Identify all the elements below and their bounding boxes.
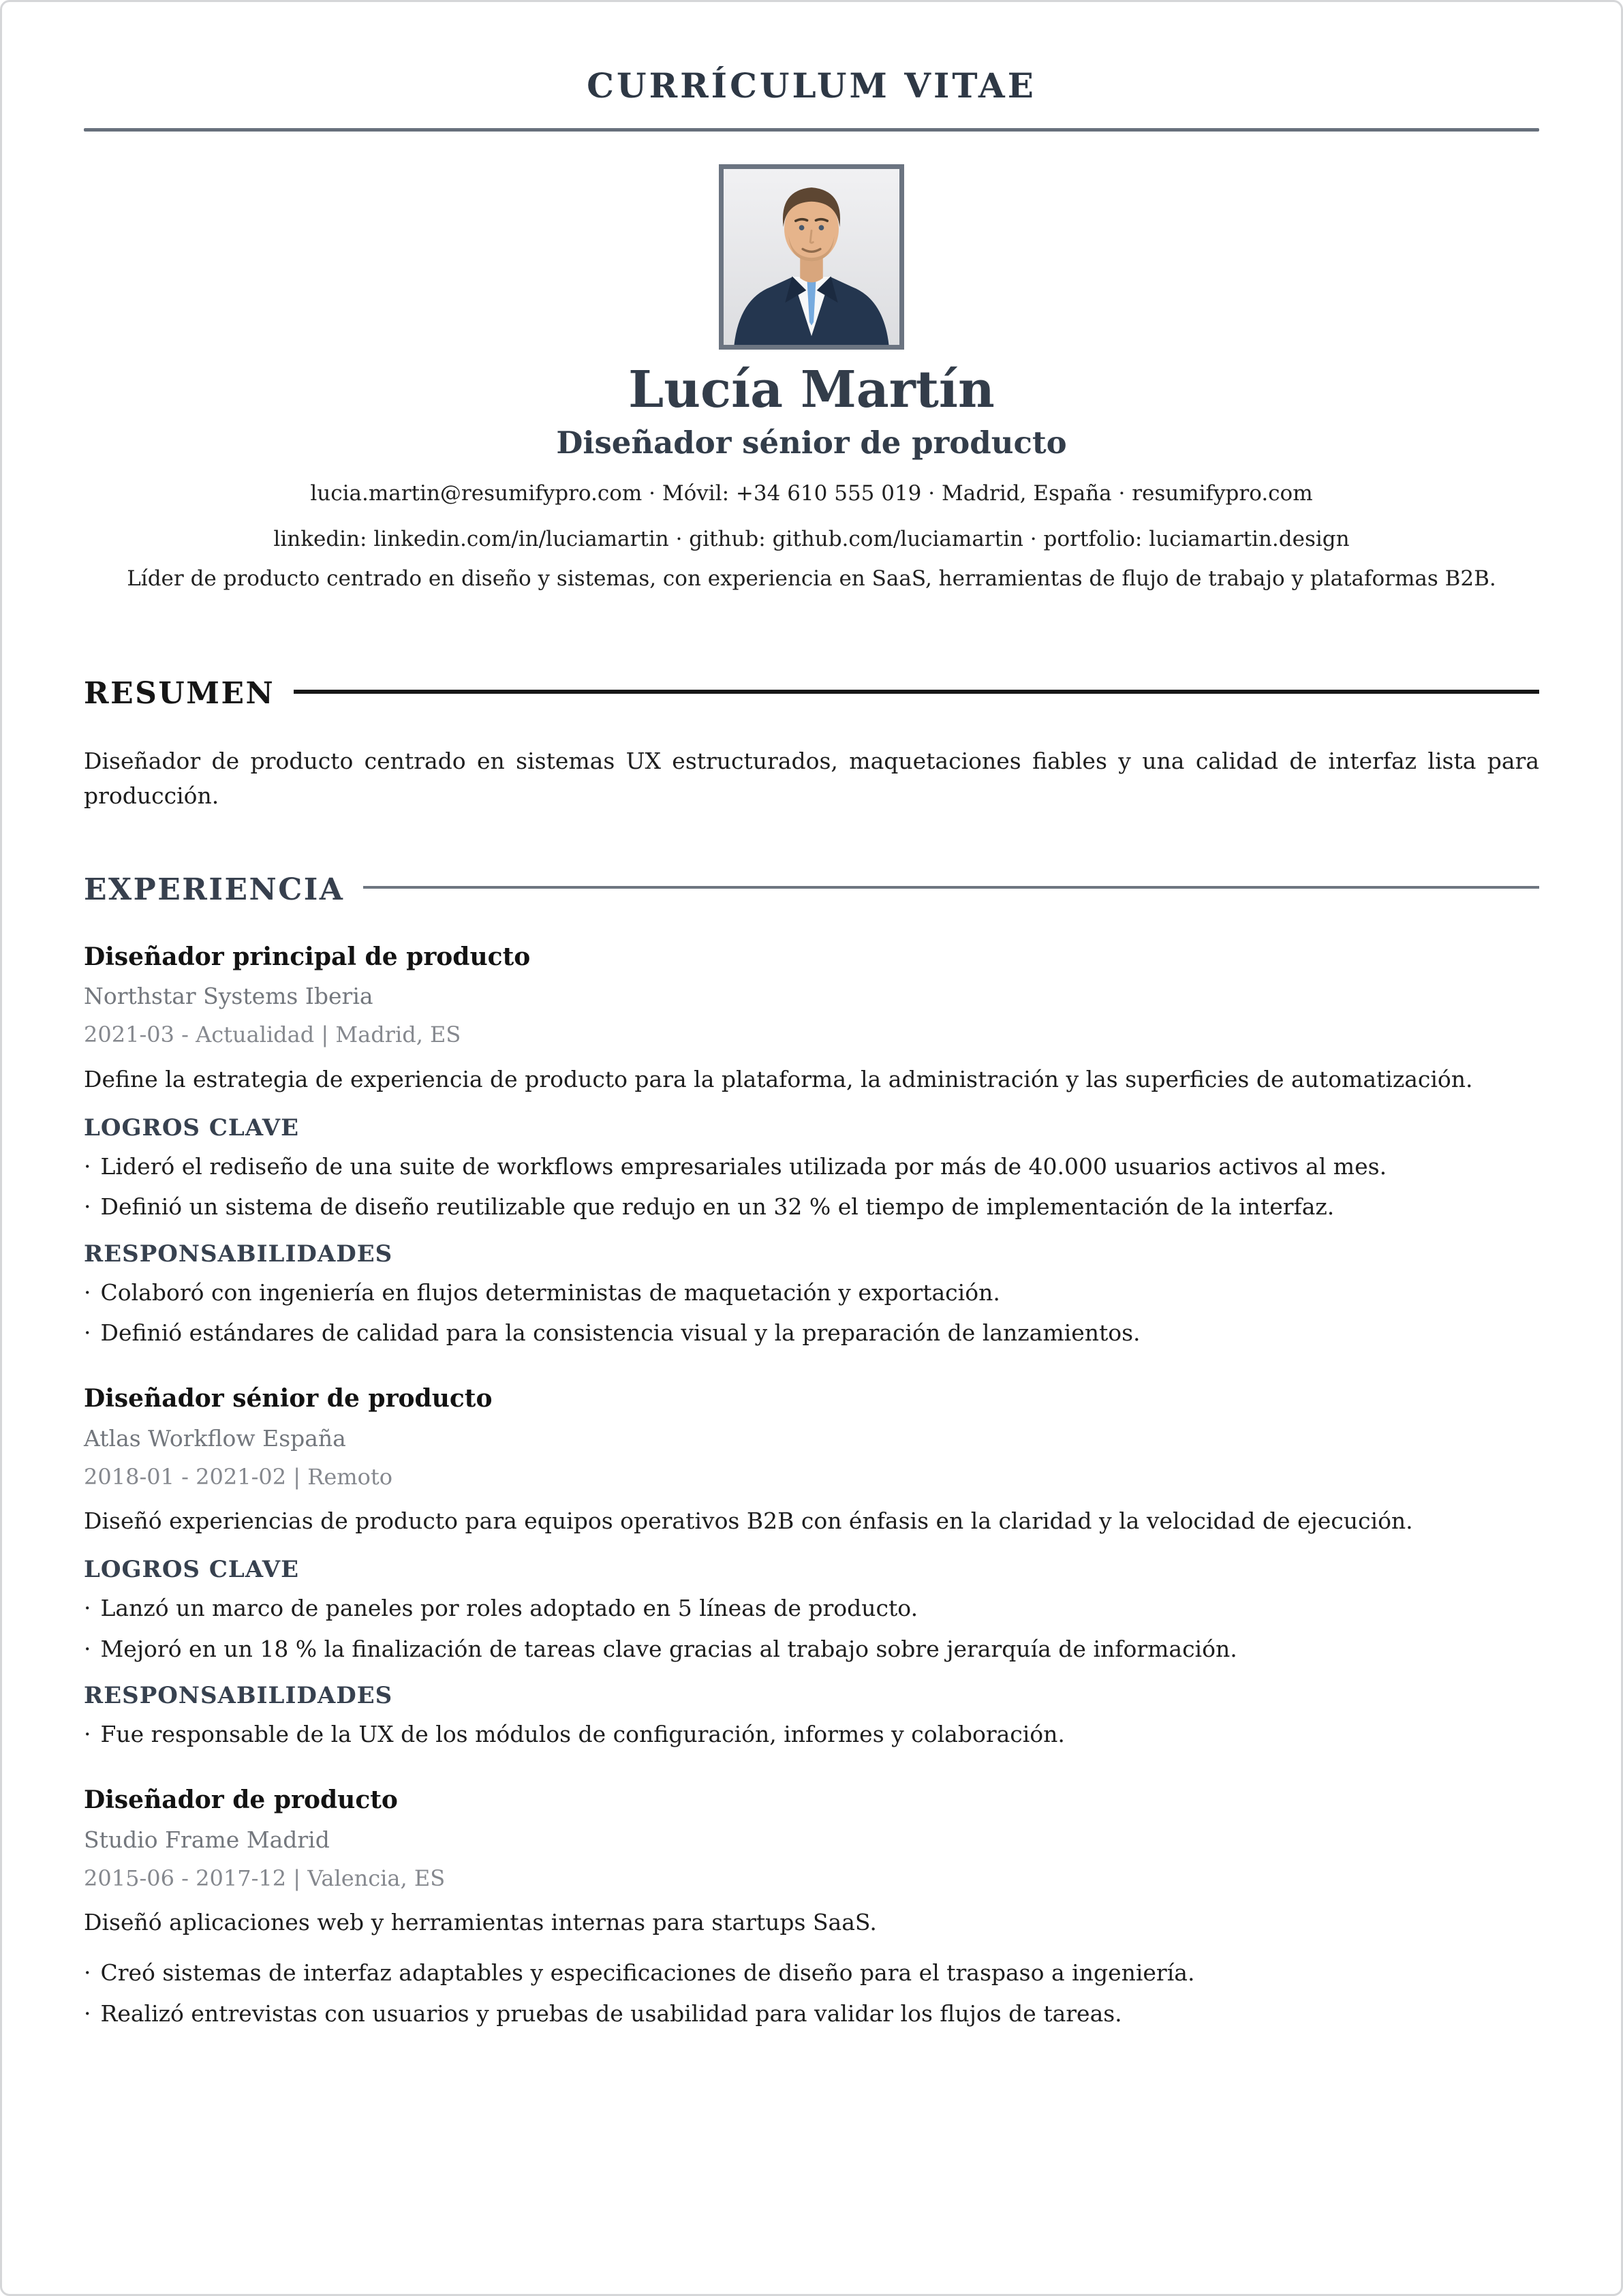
achievements-list xyxy=(84,1150,1539,1224)
resumen-header xyxy=(84,675,1539,712)
job-title: Diseñador sénior de producto xyxy=(84,1383,493,1413)
achievement-text: Lideró el rediseño de una suite de workflows empresariales utilizada por más de 40.000 usuarios activos al mes. xyxy=(100,1152,1387,1180)
section-resumen xyxy=(84,675,1539,813)
job-bullet-text: Creó sistemas de interfaz adaptables y especificaciones de diseño para el traspaso a ingeniería. xyxy=(100,1959,1195,1987)
contact-line-2: linkedin: linkedin.com/in/luciamartin · github: github.com/luciamartin · portfolio: luciamartin.design xyxy=(273,526,1350,551)
experiencia-header xyxy=(84,871,1539,908)
bullet-dot: · xyxy=(84,1721,91,1748)
candidate-tagline: Líder de producto centrado en diseño y sistemas, con experiencia en SaaS, herramientas de flujo de trabajo y plataformas B2B. xyxy=(127,566,1496,591)
section-experiencia xyxy=(84,871,1539,2030)
job-bullets-list xyxy=(84,1956,1539,2030)
achievement-text: Lanzó un marco de paneles por roles adoptado en 5 líneas de producto. xyxy=(100,1595,918,1622)
achievements-label: LOGROS CLAVE xyxy=(84,1114,299,1142)
header-divider xyxy=(84,128,1539,132)
achievement-item xyxy=(84,1190,1539,1224)
bullet-dot: · xyxy=(84,1635,91,1662)
job-bullet-text: Realizó entrevistas con usuarios y pruebas de usabilidad para validar los flujos de tareas. xyxy=(100,2000,1122,2027)
job-company: Atlas Workflow España xyxy=(84,1424,346,1452)
candidate-role: Diseñador sénior de producto xyxy=(556,425,1067,461)
resumen-title: RESUMEN xyxy=(84,676,275,711)
bullet-dot: · xyxy=(84,2000,91,2027)
job-company: Northstar Systems Iberia xyxy=(84,983,373,1010)
job-entry xyxy=(84,1784,1539,2030)
achievements-label: LOGROS CLAVE xyxy=(84,1556,299,1584)
resumen-body: Diseñador de producto centrado en sistemas UX estructurados, maquetaciones fiables y una calidad de interfaz lista para producción. xyxy=(84,748,1539,810)
responsibility-text: Definió estándares de calidad para la consistencia visual y la preparación de lanzamientos. xyxy=(100,1319,1141,1347)
candidate-name: Lucía Martín xyxy=(628,360,995,419)
bullet-dot: · xyxy=(84,1152,91,1180)
profile-photo xyxy=(719,164,904,350)
achievement-text: Mejoró en un 18 % la finalización de tareas clave gracias al trabajo sobre jerarquía de información. xyxy=(100,1635,1237,1662)
achievement-item xyxy=(84,1591,1539,1625)
job-bullet-item xyxy=(84,1956,1539,1990)
achievement-item xyxy=(84,1632,1539,1666)
bullet-dot: · xyxy=(84,1193,91,1221)
job-description: Diseñó experiencias de producto para equipos operativos B2B con énfasis en la claridad y la velocidad de ejecución. xyxy=(84,1507,1413,1535)
job-dates: 2018-01 - 2021-02 | Remoto xyxy=(84,1463,392,1490)
responsibility-item xyxy=(84,1717,1539,1751)
achievements-list xyxy=(84,1591,1539,1666)
responsibility-item xyxy=(84,1276,1539,1310)
job-entry xyxy=(84,941,1539,1350)
avatar-illustration xyxy=(724,169,899,345)
job-title: Diseñador de producto xyxy=(84,1785,398,1814)
job-bullet-item xyxy=(84,1997,1539,2031)
job-dates: 2021-03 - Actualidad | Madrid, ES xyxy=(84,1022,461,1048)
responsibilities-list xyxy=(84,1276,1539,1350)
photo-container xyxy=(84,164,1539,350)
bullet-dot: · xyxy=(84,1279,91,1306)
bullet-dot: · xyxy=(84,1319,91,1347)
responsibility-item xyxy=(84,1316,1539,1350)
resumen-rule xyxy=(294,690,1539,694)
bullet-dot: · xyxy=(84,1595,91,1622)
responsibilities-label: RESPONSABILIDADES xyxy=(84,1682,393,1710)
job-description: Diseñó aplicaciones web y herramientas internas para startups SaaS. xyxy=(84,1909,877,1936)
contact-line-1: lucia.martin@resumifypro.com · Móvil: +34 610 555 019 · Madrid, España · resumifypro.com xyxy=(310,480,1313,506)
responsibilities-list xyxy=(84,1717,1539,1751)
achievement-text: Definió un sistema de diseño reutilizable que redujo en un 32 % el tiempo de implementación de la interfaz. xyxy=(100,1193,1335,1221)
achievement-item xyxy=(84,1150,1539,1184)
experiencia-title: EXPERIENCIA xyxy=(84,872,345,907)
job-dates: 2015-06 - 2017-12 | Valencia, ES xyxy=(84,1865,446,1891)
job-entry xyxy=(84,1383,1539,1751)
responsibility-text: Fue responsable de la UX de los módulos de configuración, informes y colaboración. xyxy=(100,1721,1065,1748)
responsibility-text: Colaboró con ingeniería en flujos deterministas de maquetación y exportación. xyxy=(100,1279,1000,1306)
job-title: Diseñador principal de producto xyxy=(84,942,531,971)
responsibilities-label: RESPONSABILIDADES xyxy=(84,1240,393,1268)
page-title: CURRÍCULUM VITAE xyxy=(587,65,1036,106)
job-description: Define la estrategia de experiencia de producto para la plataforma, la administración y las superficies de automatización. xyxy=(84,1065,1473,1092)
experiencia-rule xyxy=(363,886,1539,889)
bullet-dot: · xyxy=(84,1959,91,1987)
job-company: Studio Frame Madrid xyxy=(84,1826,330,1853)
